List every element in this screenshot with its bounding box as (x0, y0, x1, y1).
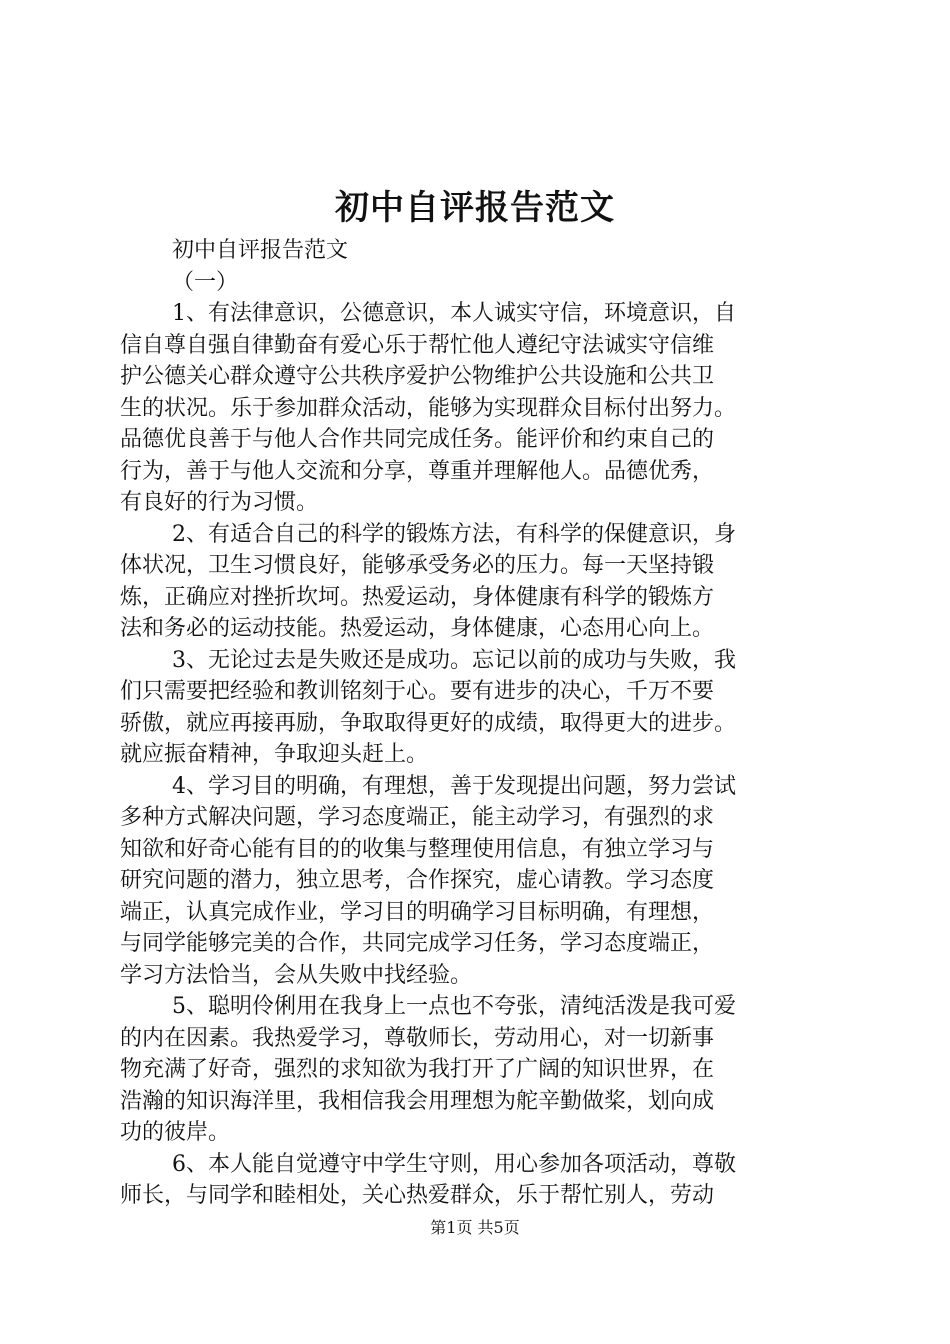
document-title: 初中自评报告范文 (335, 188, 615, 228)
text-line: 端正，认真完成作业，学习目的明确学习目标明确，有理想， (120, 899, 715, 925)
text-line: 生的状况。乐于参加群众活动，能够为实现群众目标付出努力。 (120, 395, 737, 421)
text-line: 法和务必的运动技能。热爱运动，身体健康，心态用心向上。 (120, 616, 715, 641)
text-line: 就应振奋精神，争取迎头赶上。 (120, 742, 429, 767)
text-line: 炼，正确应对挫折坎坷。热爱运动，身体健康有科学的锻炼方 (120, 584, 715, 610)
text-line: 体状况，卫生习惯良好，能够承受务必的压力。每一天坚持锻 (120, 553, 715, 578)
text-line: 物充满了好奇，强烈的求知欲为我打开了广阔的知识世界，在 (120, 1057, 715, 1082)
text-line: 骄傲，就应再接再励，争取取得更好的成绩，取得更大的进步。 (120, 710, 737, 736)
text-line: 初中自评报告范文 (172, 238, 349, 263)
text-line: 学习方法恰当，会从失败中找经验。 (120, 962, 473, 988)
text-line: （一） (172, 269, 239, 295)
text-line: 信自尊自强自律勤奋有爱心乐于帮忙他人遵纪守法诚实守信维 (120, 332, 715, 358)
text-line: 多种方式解决问题，学习态度端正，能主动学习，有强烈的求 (120, 805, 715, 830)
text-line: 2、有适合自己的科学的锻炼方法，有科学的保健意识，身 (172, 521, 736, 547)
text-line: 护公德关心群众遵守公共秩序爱护公物维护公共设施和公共卫 (120, 364, 715, 389)
text-line: 知欲和好奇心能有目的的收集与整理使用信息，有独立学习与 (120, 836, 715, 862)
text-line: 4、学习目的明确，有理想，善于发现提出问题，努力尝试 (172, 773, 736, 799)
text-line: 行为，善于与他人交流和分享，尊重并理解他人。品德优秀， (120, 458, 715, 484)
page-footer: 第1页 共5页 (430, 1218, 520, 1237)
document-body (120, 235, 832, 1212)
text-line: 6、本人能自觉遵守中学生守则，用心参加各项活动，尊敬 (172, 1151, 736, 1177)
text-line: 们只需要把经验和教训铭刻于心。要有进步的决心，千万不要 (120, 679, 715, 704)
text-line: 浩瀚的知识海洋里，我相信我会用理想为舵辛勤做桨，划向成 (120, 1088, 715, 1114)
text-line: 与同学能够完美的合作，共同完成学习任务，学习态度端正， (120, 931, 715, 956)
text-line: 品德优良善于与他人合作共同完成任务。能评价和约束自己的 (120, 427, 715, 452)
text-line: 师长，与同学和睦相处，关心热爱群众，乐于帮忙别人，劳动 (120, 1183, 715, 1208)
text-line: 1、有法律意识，公德意识，本人诚实守信，环境意识，自 (172, 301, 736, 326)
text-line: 的内在因素。我热爱学习，尊敬师长，劳动用心，对一切新事 (120, 1025, 715, 1051)
text-line: 有良好的行为习惯。 (120, 490, 319, 515)
text-line: 研究问题的潜力，独立思考，合作探究，虚心请教。学习态度 (120, 868, 715, 893)
text-line: 3、无论过去是失败还是成功。忘记以前的成功与失败，我 (172, 647, 736, 673)
text-line: 功的彼岸。 (120, 1120, 231, 1145)
text-line: 5、聪明伶俐用在我身上一点也不夸张，清纯活泼是我可爱 (172, 994, 736, 1019)
